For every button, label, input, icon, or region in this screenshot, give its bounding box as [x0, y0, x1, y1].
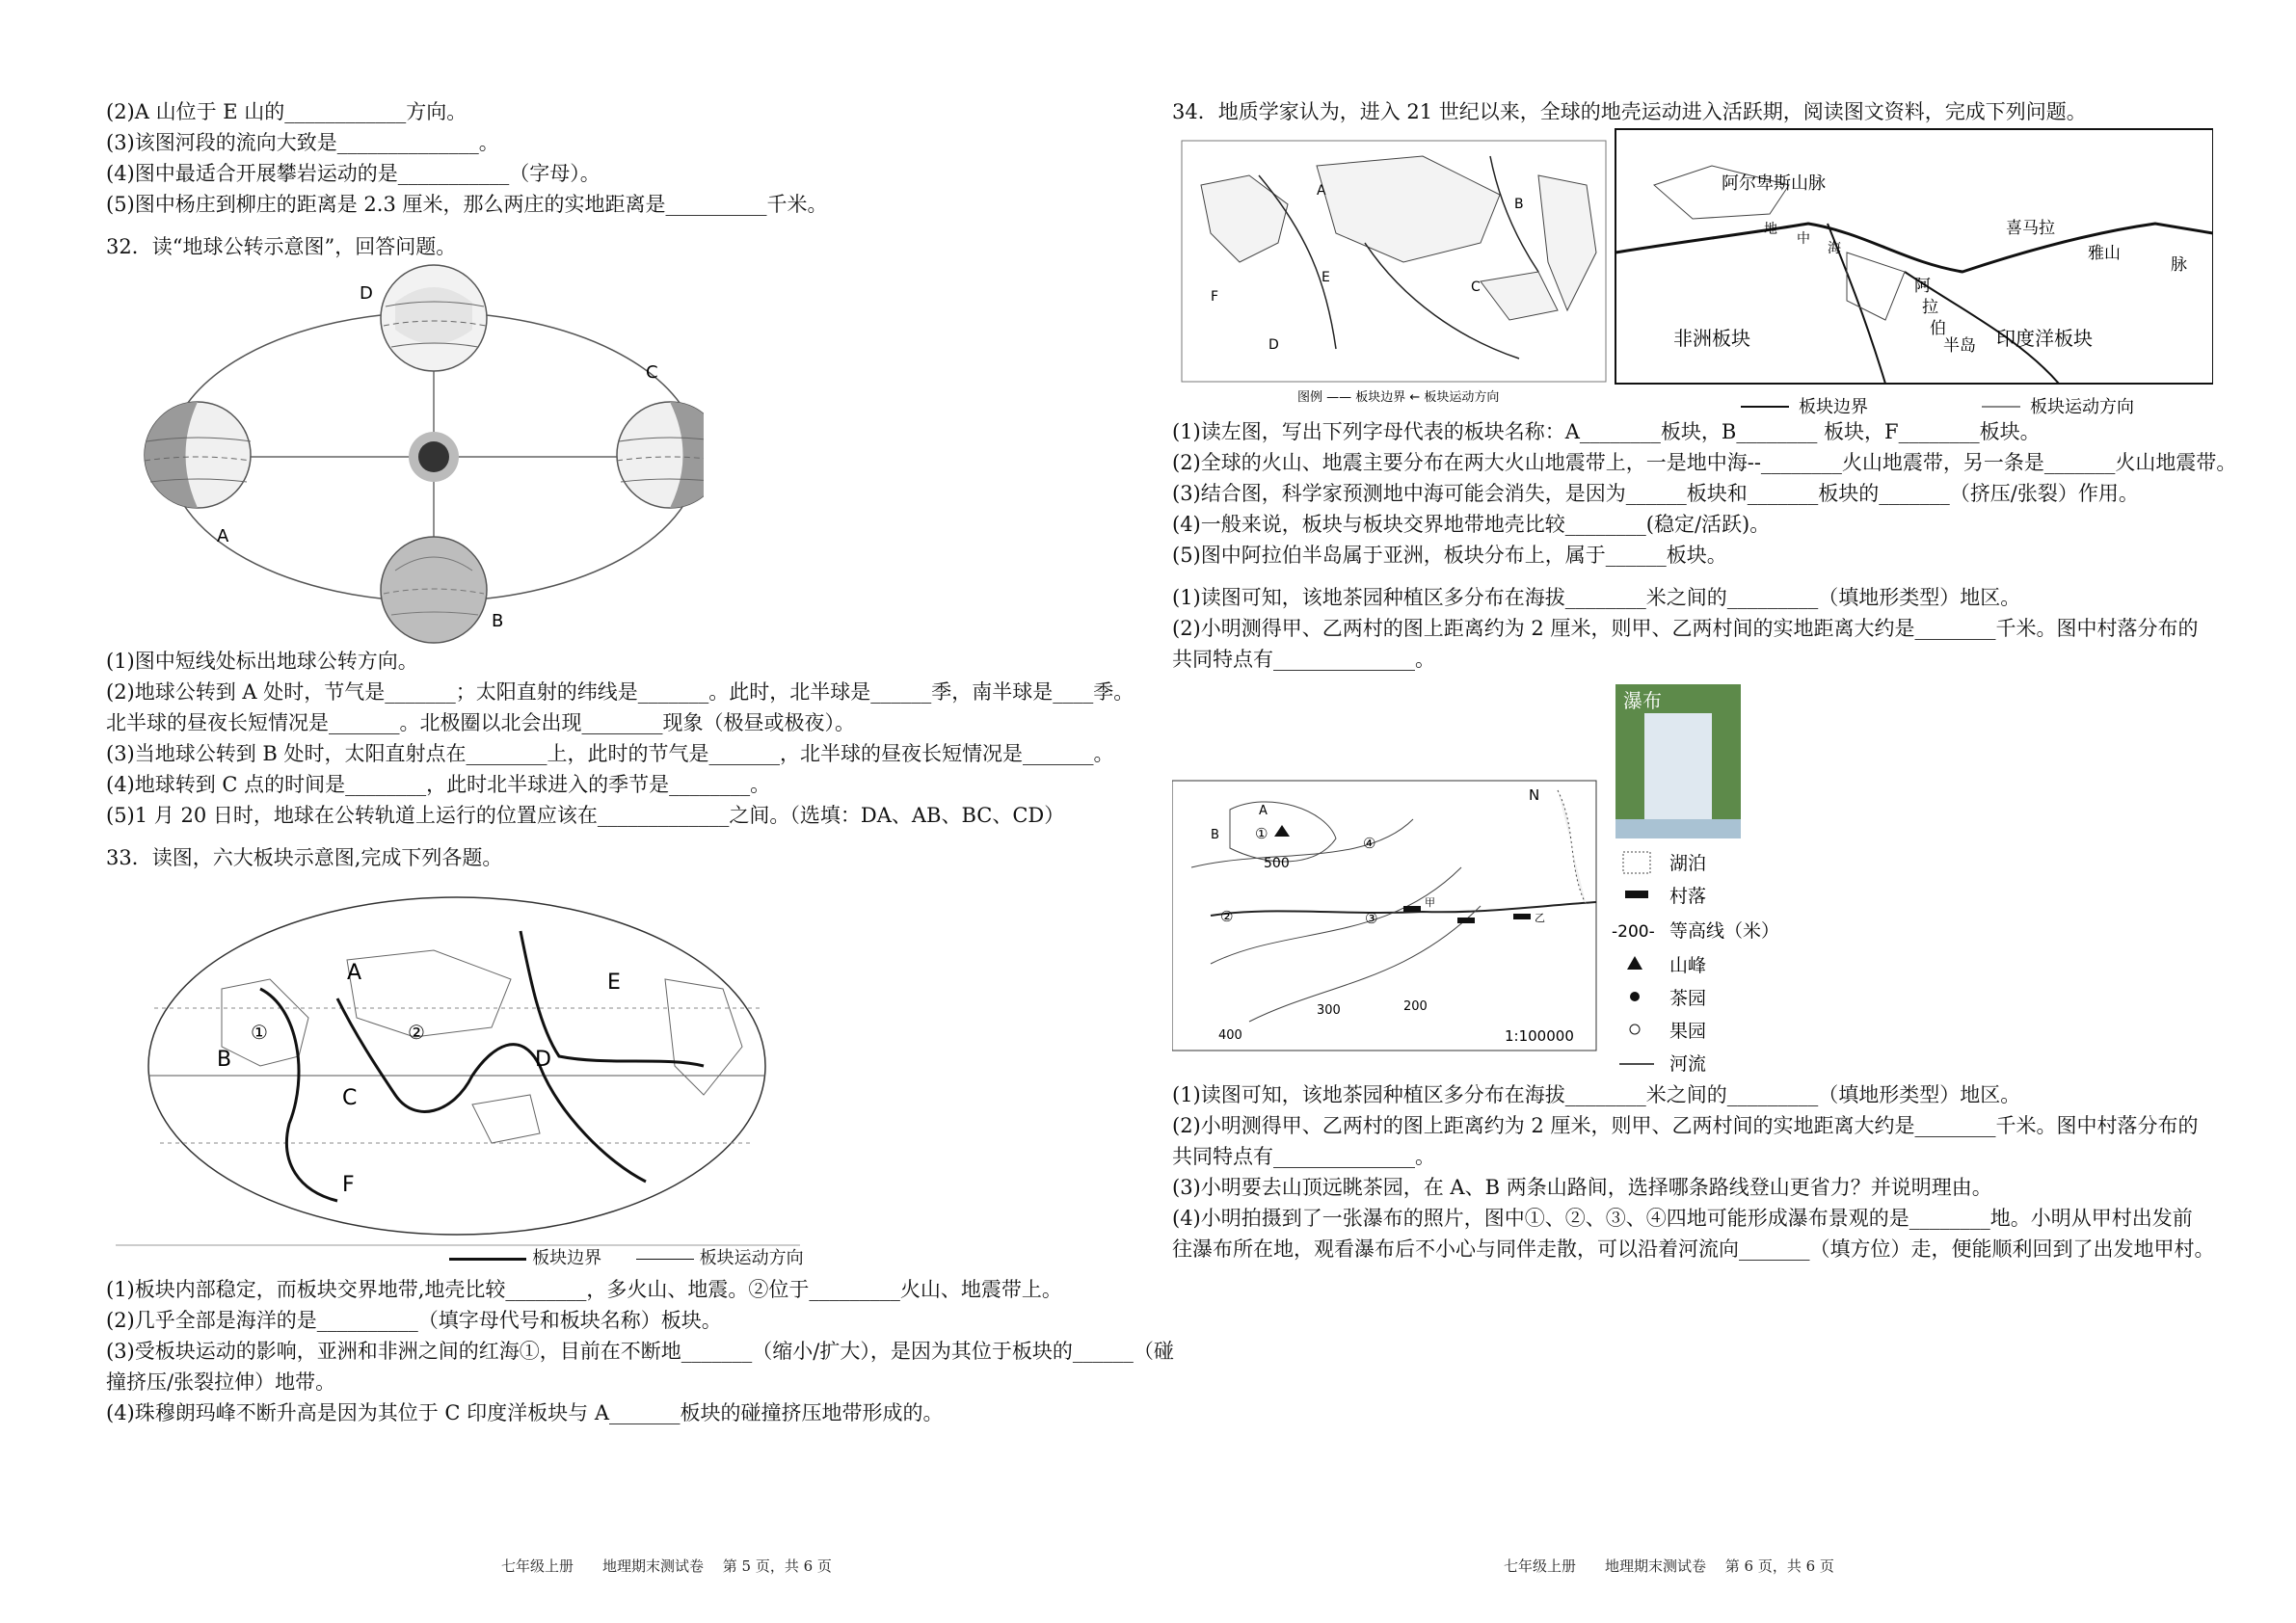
cm-a: A [1259, 804, 1268, 818]
legend-river: 河流 [1669, 1053, 1707, 1075]
q35-figure [1172, 675, 2213, 1079]
left-footer: 七年级上册 地理期末测试卷 第 5 页，共 6 页 [501, 1557, 832, 1575]
q34-line-4: (4)一般来说，板块与板块交界地带地壳比较________(稳定/活跃)。 [1172, 513, 1771, 536]
medi-3: 海 [1828, 241, 1841, 256]
q33-line-5: (4)珠穆朗玛峰不断升高是因为其位于 C 印度洋板块与 A_______板块的碰撞挤压地带形成的。 [106, 1401, 944, 1424]
q35-line-6: 往瀑布所在地，观看瀑布后不小心与同伴走散，可以沿着河流向_______（填方位）走，便能顺利回到了出发地甲村。 [1172, 1237, 2215, 1261]
q33-line-2: (2)几乎全部是海洋的是__________（填字母代号和板块名称）板块。 [106, 1309, 722, 1332]
cm-400: 400 [1218, 1028, 1242, 1043]
legend-contour-value: -200- [1612, 922, 1655, 942]
q35-intro-2: (2)小明测得甲、乙两村的图上距离约为 2 厘米，则甲、乙两村间的实地距离大约是________千米。图中村落分布的 [1172, 617, 2199, 640]
q32-title: 32．读“地球公转示意图”，回答问题。 [106, 235, 457, 258]
q34-line-5: (5)图中阿拉伯半岛属于亚洲，板块分布上，属于______板块。 [1172, 544, 1727, 567]
arab-3: 伯 [1930, 319, 1946, 338]
m1-d: D [1268, 337, 1279, 353]
plate-e: E [607, 971, 621, 995]
cm-c2: ② [1220, 908, 1234, 925]
q35-intro-3: 共同特点有______________。 [1172, 648, 1435, 671]
indian-plate: 印度洋板块 [1996, 327, 2093, 350]
q31-line-3: (3)该图河段的流向大致是______________。 [106, 131, 499, 154]
cm-c4: ④ [1363, 835, 1376, 852]
contour-legend [1612, 852, 1779, 1075]
m1-b: B [1514, 197, 1524, 212]
earth-d-icon [381, 265, 487, 371]
legend-peak: 山峰 [1669, 955, 1707, 976]
label-c: C [646, 362, 658, 383]
sun-icon [409, 432, 459, 482]
earth-c-icon [617, 402, 704, 508]
legend-contour: 等高线（米） [1669, 920, 1780, 942]
q34-line-3: (3)结合图，科学家预测地中海可能会消失，是因为______板块和_______板块的_______（挤压/张裂）作用。 [1172, 482, 2139, 505]
q34-maps [1172, 127, 2213, 416]
legend-orchard: 果园 [1669, 1021, 1707, 1042]
plate-d: D [535, 1048, 551, 1072]
cm-c3: ③ [1365, 910, 1378, 927]
q33-line-4: 撞挤压/张裂拉伸）地带。 [106, 1370, 336, 1394]
marker-2: ② [408, 1021, 425, 1044]
contour-map [1172, 781, 1596, 1051]
q31-line-2: (2)A 山位于 E 山的____________方向。 [106, 100, 467, 123]
cm-jia: 甲 [1425, 896, 1435, 909]
m1-legend: 图例 —— 板块边界 ← 板块运动方向 [1297, 390, 1500, 405]
earth-orbit-diagram [106, 262, 704, 646]
africa-plate: 非洲板块 [1673, 327, 1750, 350]
earth-a-icon [145, 402, 251, 508]
legend-village: 村落 [1669, 886, 1707, 907]
medi-1: 地 [1764, 222, 1777, 237]
m2-legend-motion: 板块运动方向 [2030, 397, 2134, 416]
q33-line-1: (1)板块内部稳定，而板块交界地带,地壳比较________，多火山、地震。②位于_________火山、地震带上。 [106, 1278, 1062, 1301]
label-b: B [492, 611, 504, 631]
q32-line-6: (5)1 月 20 日时，地球在公转轨道上运行的位置应该在_____________之间。（选填：DA、AB、BC、CD） [106, 804, 1065, 827]
waterfall-photo [1615, 684, 1741, 838]
earth-orbit-figure [106, 262, 1147, 646]
cm-c1: ① [1255, 825, 1268, 842]
cm-200: 200 [1403, 999, 1428, 1014]
earth-b-icon [381, 537, 487, 643]
legend-motion: 板块运动方向 [699, 1248, 804, 1268]
cm-300: 300 [1317, 1003, 1341, 1018]
alps: 阿尔卑斯山脉 [1722, 173, 1826, 194]
arab-1: 阿 [1914, 277, 1931, 296]
left-page [106, 96, 1174, 1428]
q35-intro-1: (1)读图可知，该地茶园种植区多分布在海拔________米之间的_________（填地形类型）地区。 [1172, 586, 2021, 609]
six-plates-figure [106, 873, 1147, 1249]
right-footer: 七年级上册 地理期末测试卷 第 6 页，共 6 页 [1504, 1557, 1834, 1575]
arab-4: 半岛 [1943, 336, 1976, 356]
m1-e: E [1322, 270, 1330, 285]
cm-n: N [1529, 786, 1540, 804]
q31-line-4: (4)图中最适合开展攀岩运动的是___________（字母）。 [106, 162, 601, 185]
q35-line-5: (4)小明拍摄到了一张瀑布的照片，图中①、②、③、④四地可能形成瀑布景观的是________地。小明从甲村出发前 [1172, 1207, 2193, 1230]
hima-3: 脉 [2171, 255, 2187, 275]
q32-line-3: 北半球的昼夜长短情况是_______。北极圈以北会出现________现象（极昼或极夜）。 [106, 711, 855, 734]
q32-line-2: (2)地球公转到 A 处时，节气是_______；太阳直射的纬线是_______。此时，北半球是______季，南半球是____季。 [106, 680, 1135, 704]
plate-c: C [342, 1086, 358, 1110]
m1-c: C [1471, 279, 1481, 295]
q31-line-5: (5)图中杨庄到柳庄的距离是 2.3 厘米，那么两庄的实地距离是__________千米。 [106, 193, 828, 216]
plate-b: B [217, 1048, 232, 1072]
hima-2: 雅山 [2088, 244, 2121, 263]
cm-500: 500 [1264, 856, 1290, 871]
q33-line-3: (3)受板块运动的影响，亚洲和非洲之间的红海①，目前在不断地_______（缩小/扩大），是因为其位于板块的______（碰 [106, 1340, 1174, 1363]
legend-lake: 湖泊 [1669, 853, 1707, 874]
m2-legend-boundary: 板块边界 [1799, 397, 1868, 416]
photo-label: 瀑布 [1623, 689, 1662, 712]
hima-1: 喜马拉 [2006, 219, 2055, 238]
arab-2: 拉 [1922, 298, 1938, 317]
med-himalaya-map [1615, 129, 2213, 416]
legend-tea: 茶园 [1669, 988, 1707, 1009]
plate-a: A [347, 961, 362, 985]
q32-line-4: (3)当地球公转到 B 处时，太阳直射点在________上，此时的节气是_______，北半球的昼夜长短情况是_______。 [106, 742, 1114, 765]
right-page [1172, 96, 2237, 1264]
plate-f: F [342, 1173, 355, 1197]
legend-boundary: 板块边界 [532, 1248, 602, 1268]
q35-line-1: (1)读图可知，该地茶园种植区多分布在海拔________米之间的_________（填地形类型）地区。 [1172, 1083, 2021, 1106]
medi-2: 中 [1797, 231, 1810, 247]
six-plates-map [106, 873, 800, 1249]
q34-maps-svg [1172, 127, 2213, 416]
cm-yi: 乙 [1535, 912, 1545, 924]
q33-title: 33．读图，六大板块示意图,完成下列各题。 [106, 846, 503, 869]
marker-1: ① [251, 1021, 268, 1044]
q35-line-3: 共同特点有______________。 [1172, 1145, 1435, 1168]
label-a: A [217, 526, 229, 546]
q35-figure-svg [1172, 675, 2213, 1079]
cm-b: B [1211, 828, 1219, 842]
q34-line-2: (2)全球的火山、地震主要分布在两大火山地震带上，一是地中海--________火山地震带，另一条是_______火山地震带。 [1172, 451, 2237, 474]
q32-line-5: (4)地球转到 C 点的时间是________，此时北半球进入的季节是________。 [106, 773, 771, 796]
q35-line-4: (3)小明要去山顶远眺茶园，在 A、B 两条山路间，选择哪条路线登山更省力？并说明理由。 [1172, 1176, 1992, 1199]
world-plates-map [1182, 141, 1606, 405]
m1-f: F [1211, 289, 1219, 305]
q34-title: 34．地质学家认为，进入 21 世纪以来，全球的地壳运动进入活跃期，阅读图文资料，完成下列问题。 [1172, 100, 2087, 123]
cm-scale: 1:100000 [1505, 1027, 1574, 1045]
label-d: D [360, 283, 373, 304]
q35-line-2: (2)小明测得甲、乙两村的图上距离约为 2 厘米，则甲、乙两村间的实地距离大约是________千米。图中村落分布的 [1172, 1114, 2199, 1137]
q32-line-1: (1)图中短线处标出地球公转方向。 [106, 650, 418, 673]
q34-line-1: (1)读左图，写出下列字母代表的板块名称：A________板块，B________ 板块，F________板块。 [1172, 420, 2041, 443]
m1-a: A [1317, 183, 1326, 199]
